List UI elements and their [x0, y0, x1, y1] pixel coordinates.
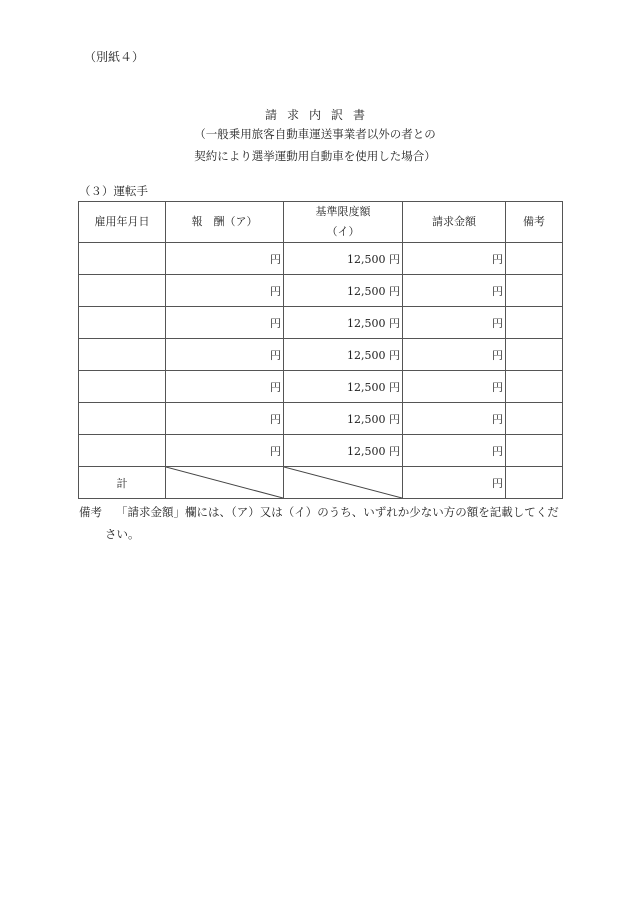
section-label: （３）運転手: [79, 184, 148, 198]
cell-remuneration[interactable]: 円: [166, 371, 284, 403]
cell-claim[interactable]: 円: [403, 307, 506, 339]
footnote-label: 備考: [79, 505, 102, 519]
cell-base-limit: 12,500 円: [284, 307, 403, 339]
total-row: [79, 467, 563, 499]
table-row: [79, 275, 563, 307]
cell-remarks[interactable]: [506, 339, 563, 371]
annex-label: （別紙４）: [84, 50, 145, 64]
cell-date[interactable]: [79, 275, 166, 307]
cell-remarks[interactable]: [506, 275, 563, 307]
cell-remarks[interactable]: [506, 371, 563, 403]
header-claim-amount: 請求金額: [403, 202, 506, 243]
cell-remarks[interactable]: [506, 403, 563, 435]
header-employment-date: 雇用年月日: [79, 202, 166, 243]
header-base-limit-line1: 基準限度額: [315, 205, 371, 218]
total-remuneration-diagonal: [166, 467, 284, 499]
document-title: 請求内訳書: [264, 108, 375, 122]
diagonal-slash-icon: [166, 467, 283, 498]
cell-claim[interactable]: 円: [403, 275, 506, 307]
document-subtitle-line1: （一般乗用旅客自動車運送事業者以外の者との: [194, 127, 436, 141]
footnote-text-line2: さい。: [105, 527, 140, 541]
cell-base-limit: 12,500 円: [284, 403, 403, 435]
header-remarks: 備考: [506, 202, 563, 243]
table-row: [79, 307, 563, 339]
cell-claim[interactable]: 円: [403, 403, 506, 435]
document-subtitle-line2: 契約により選挙運動用自動車を使用した場合）: [194, 149, 436, 163]
cell-remarks[interactable]: [506, 243, 563, 275]
cell-base-limit: 12,500 円: [284, 435, 403, 467]
cell-claim[interactable]: 円: [403, 371, 506, 403]
cell-date[interactable]: [79, 371, 166, 403]
cell-remarks[interactable]: [506, 307, 563, 339]
footnote-text-line1: 「請求金額」欄には、（ア）又は（イ）のうち、いずれか少ない方の額を記載してくだ: [116, 505, 559, 519]
table-row: [79, 403, 563, 435]
total-base-limit-diagonal: [284, 467, 403, 499]
cell-remuneration[interactable]: 円: [166, 403, 284, 435]
cell-remuneration[interactable]: 円: [166, 339, 284, 371]
cell-claim[interactable]: 円: [403, 435, 506, 467]
cell-date[interactable]: [79, 339, 166, 371]
table-header-row: [79, 202, 563, 243]
cell-base-limit: 12,500 円: [284, 339, 403, 371]
table-row: [79, 435, 563, 467]
total-claim[interactable]: 円: [403, 467, 506, 499]
header-base-limit-line2: （イ）: [326, 225, 360, 238]
cell-claim[interactable]: 円: [403, 339, 506, 371]
cell-remuneration[interactable]: 円: [166, 307, 284, 339]
table-row: [79, 243, 563, 275]
total-label: 計: [79, 467, 166, 499]
cell-base-limit: 12,500 円: [284, 371, 403, 403]
total-remarks[interactable]: [506, 467, 563, 499]
cell-base-limit: 12,500 円: [284, 275, 403, 307]
cell-remuneration[interactable]: 円: [166, 435, 284, 467]
header-remuneration: 報 酬（ア）: [166, 202, 284, 243]
table-row: [79, 339, 563, 371]
cell-date[interactable]: [79, 307, 166, 339]
cell-date[interactable]: [79, 435, 166, 467]
claim-breakdown-table: [78, 201, 563, 499]
footnote: [79, 501, 579, 545]
table-row: [79, 371, 563, 403]
cell-base-limit: 12,500 円: [284, 243, 403, 275]
diagonal-slash-icon: [284, 467, 402, 498]
header-base-limit: [284, 202, 403, 243]
cell-remuneration[interactable]: 円: [166, 243, 284, 275]
cell-remarks[interactable]: [506, 435, 563, 467]
cell-date[interactable]: [79, 243, 166, 275]
cell-remuneration[interactable]: 円: [166, 275, 284, 307]
cell-claim[interactable]: 円: [403, 243, 506, 275]
cell-date[interactable]: [79, 403, 166, 435]
